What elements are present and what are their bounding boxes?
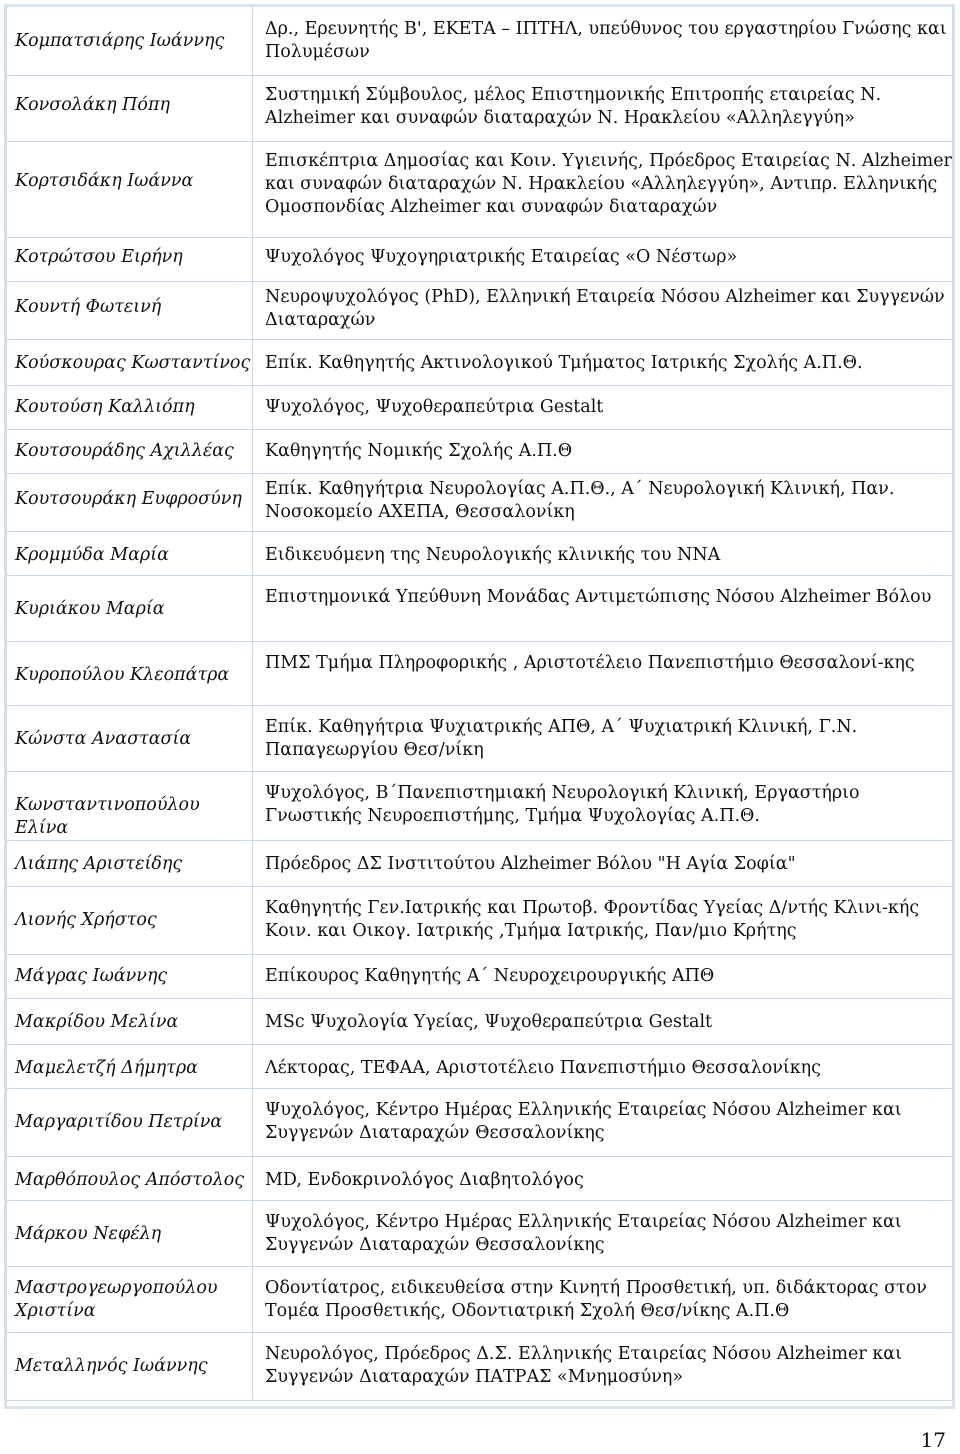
member-role: Καθηγητής Γεν.Ιατρικής και Πρωτοβ. Φροντίδας Υγείας Δ/ντής Κλινι-κής Κοιν. και Οικογ. Ιατρικής ,Τμήμα Ιατρικής, Παν/μιο Κρήτης (253, 887, 953, 955)
member-role: Δρ., Ερευνητής Β', ΕΚΕΤΑ – ΙΠΤΗΛ, υπεύθυνος του εργαστηρίου Γνώσης και Πολυμέσων (253, 6, 953, 76)
member-name: Λιονής Χρήστος (6, 887, 253, 955)
member-name: Μαρθόπουλος Απόστολος (6, 1157, 253, 1201)
member-role: ΠΜΣ Τμήμα Πληροφορικής , Αριστοτέλειο Πανεπιστήμιο Θεσσαλονί-κης (253, 642, 953, 706)
table-row (6, 1267, 953, 1333)
table-row (6, 999, 953, 1045)
member-role: Επισκέπτρια Δημοσίας και Κοιν. Υγιεινής, Πρόεδρος Εταιρείας Ν. Alzheimer και συναφών διαταραχών Ν. Ηρακλείου «Αλληλεγγύη», Αντιπρ. Ελληνικής Ομοσπονδίας Alzheimer και συναφών διαταραχών (253, 142, 953, 238)
table-row (6, 772, 953, 841)
member-name: Κουτσουράδης Αχιλλέας (6, 430, 253, 474)
member-name: Κούσκουρας Κωσταντίνος (6, 340, 253, 386)
member-role: Νευροψυχολόγος (PhD), Ελληνική Εταιρεία Νόσου Alzheimer και Συγγενών Διαταραχών (253, 282, 953, 340)
member-role: Οδοντίατρος, ειδικευθείσα στην Κινητή Προσθετική, υπ. διδάκτορας στον Τομέα Προσθετικής, Οδοντιατρική Σχολή Θεσ/νίκης Α.Π.Θ (253, 1267, 953, 1333)
table-row (6, 1201, 953, 1267)
member-role: MD, Ενδοκρινολόγος Διαβητολόγος (253, 1157, 953, 1201)
table-row (6, 238, 953, 282)
table-row (6, 282, 953, 340)
member-role: Επίκ. Καθηγήτρια Νευρολογίας Α.Π.Θ., Α΄ Νευρολογική Κλινική, Παν. Νοσοκομείο ΑΧΕΠΑ, Θεσσαλονίκη (253, 474, 953, 532)
table-row (6, 1045, 953, 1089)
table-row (6, 474, 953, 532)
member-role: Επίκ. Καθηγητής Ακτινολογικού Τμήματος Ιατρικής Σχολής Α.Π.Θ. (253, 340, 953, 386)
table-row (6, 142, 953, 238)
table-row (6, 1089, 953, 1157)
member-name: Μάρκου Νεφέλη (6, 1201, 253, 1267)
member-name: Μεταλληνός Ιωάννης (6, 1333, 253, 1401)
member-name: Κοτρώτσου Ειρήνη (6, 238, 253, 282)
table-row (6, 887, 953, 955)
member-role: Ψυχολόγος Ψυχογηριατρικής Εταιρείας «Ο Νέστωρ» (253, 238, 953, 282)
member-role: Ψυχολόγος, Β΄Πανεπιστημιακή Νευρολογική Κλινική, Εργαστήριο Γνωστικής Νευροεπιστήμης, Τμήμα Ψυχολογίας Α.Π.Θ. (253, 772, 953, 841)
member-role: Συστημική Σύμβουλος, μέλος Επιστημονικής Επιτροπής εταιρείας Ν. Alzheimer και συναφών διαταραχών Ν. Ηρακλείου «Αλληλεγγύη» (253, 76, 953, 142)
member-name: Λιάπης Αριστείδης (6, 841, 253, 887)
member-role: Ψυχολόγος, Κέντρο Ημέρας Ελληνικής Εταιρείας Νόσου Alzheimer και Συγγενών Διαταραχών Θεσσαλονίκης (253, 1201, 953, 1267)
table-row (6, 841, 953, 887)
member-name: Κωνσταντινοπούλου Ελίνα (6, 772, 253, 841)
table-row (6, 642, 953, 706)
member-role: Καθηγητής Νομικής Σχολής Α.Π.Θ (253, 430, 953, 474)
member-name: Κουτσουράκη Ευφροσύνη (6, 474, 253, 532)
table-row (6, 386, 953, 430)
member-role: Επίκουρος Καθηγητής Α΄ Νευροχειρουργικής ΑΠΘ (253, 955, 953, 999)
member-role: Επίκ. Καθηγήτρια Ψυχιατρικής ΑΠΘ, Α΄ Ψυχιατρική Κλινική, Γ.Ν. Παπαγεωργίου Θεσ/νίκη (253, 706, 953, 772)
member-name: Κώνστα Αναστασία (6, 706, 253, 772)
member-role: Ψυχολόγος, Ψυχοθεραπεύτρια Gestalt (253, 386, 953, 430)
member-role: Επιστημονικά Υπεύθυνη Μονάδας Αντιμετώπισης Νόσου Alzheimer Βόλου (253, 576, 953, 642)
member-role: Πρόεδρος ΔΣ Ινστιτούτου Alzheimer Βόλου "Η Αγία Σοφία" (253, 841, 953, 887)
table-row (6, 1157, 953, 1201)
member-name: Κομπατσιάρης Ιωάννης (6, 6, 253, 76)
page-number: 17 (920, 1428, 946, 1452)
table-row (6, 1333, 953, 1401)
table-row (6, 6, 953, 76)
member-role: MSc Ψυχολογία Υγείας, Ψυχοθεραπεύτρια Gestalt (253, 999, 953, 1045)
member-name: Κουτούση Καλλιόπη (6, 386, 253, 430)
table-row (6, 76, 953, 142)
member-name: Μαστρογεωργοπούλου Χριστίνα (6, 1267, 253, 1333)
table-row (6, 340, 953, 386)
table-row (6, 706, 953, 772)
table-row (6, 532, 953, 576)
member-name: Κυριάκου Μαρία (6, 576, 253, 642)
member-name: Κουντή Φωτεινή (6, 282, 253, 340)
member-name: Κονσολάκη Πόπη (6, 76, 253, 142)
member-role: Ειδικευόμενη της Νευρολογικής κλινικής του ΝΝΑ (253, 532, 953, 576)
member-role: Νευρολόγος, Πρόεδρος Δ.Σ. Ελληνικής Εταιρείας Νόσου Alzheimer και Συγγενών Διαταραχών ΠΑΤΡΑΣ «Μνημοσύνη» (253, 1333, 953, 1401)
member-name: Κρομμύδα Μαρία (6, 532, 253, 576)
member-name: Μαμελετζή Δήμητρα (6, 1045, 253, 1089)
table-row (6, 430, 953, 474)
member-role: Ψυχολόγος, Κέντρο Ημέρας Ελληνικής Εταιρείας Νόσου Alzheimer και Συγγενών Διαταραχών Θεσσαλονίκης (253, 1089, 953, 1157)
table-row (6, 955, 953, 999)
member-name: Μάγρας Ιωάννης (6, 955, 253, 999)
member-name: Μακρίδου Μελίνα (6, 999, 253, 1045)
member-name: Κορτσιδάκη Ιωάννα (6, 142, 253, 238)
member-name: Μαργαριτίδου Πετρίνα (6, 1089, 253, 1157)
table-row (6, 576, 953, 642)
member-name: Κυροπούλου Κλεοπάτρα (6, 642, 253, 706)
members-table (6, 6, 953, 1401)
member-role: Λέκτορας, ΤΕΦΑΑ, Αριστοτέλειο Πανεπιστήμιο Θεσσαλονίκης (253, 1045, 953, 1089)
